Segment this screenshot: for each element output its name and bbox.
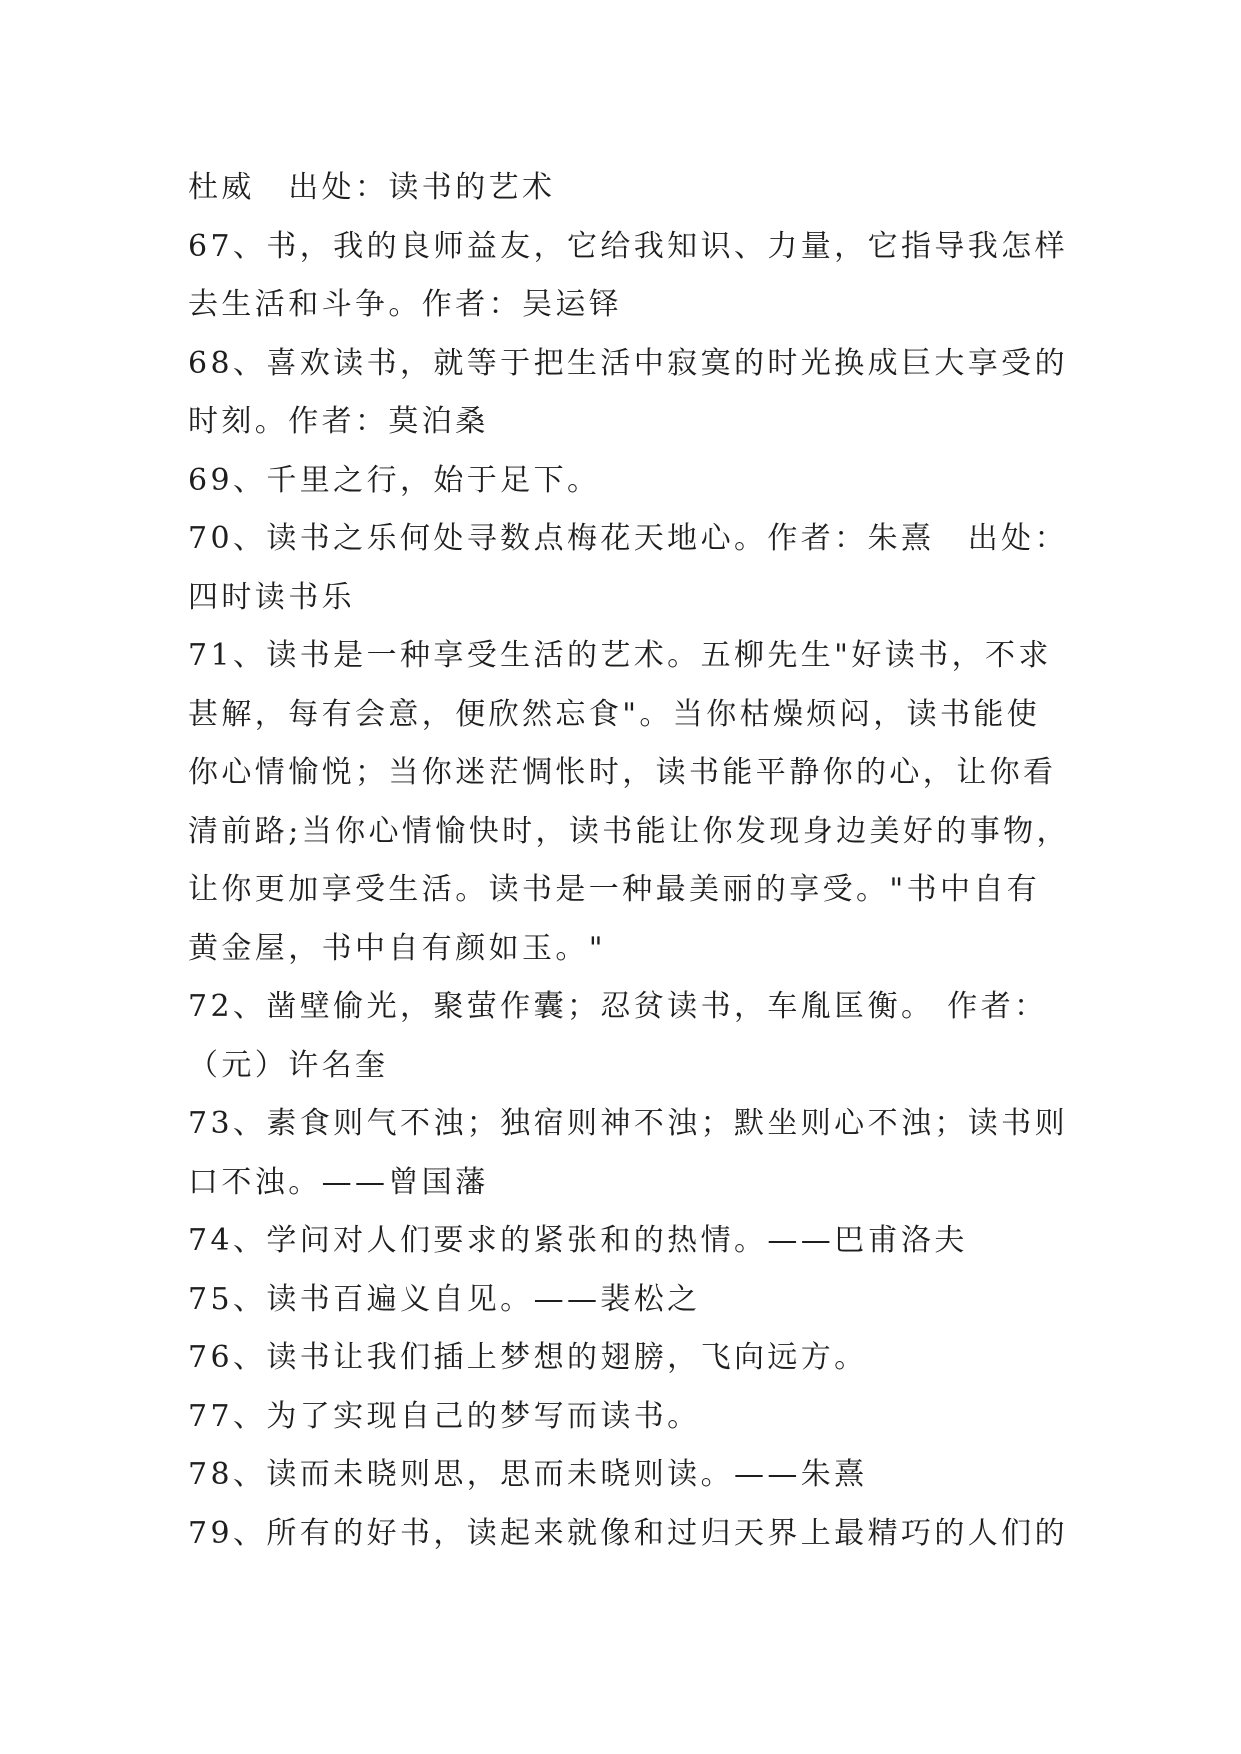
text-line-20: 75、读书百遍义自见。——裴松之 bbox=[188, 1281, 701, 1317]
text-line-4: 68、喜欢读书，就等于把生活中寂寞的时光换成巨大享受的 bbox=[188, 345, 1068, 381]
text-line-12: 清前路;当你心情愉快时，读书能让你发现身边美好的事物， bbox=[188, 813, 1070, 849]
text-line-8: 四时读书乐 bbox=[188, 579, 355, 615]
text-line-22: 77、为了实现自己的梦写而读书。 bbox=[188, 1398, 701, 1434]
document-body bbox=[188, 159, 1068, 1563]
text-line-21: 76、读书让我们插上梦想的翅膀，飞向远方。 bbox=[188, 1340, 868, 1375]
text-line-19: 74、学问对人们要求的紧张和的热情。——巴甫洛夫 bbox=[188, 1223, 968, 1258]
text-line-9: 71、读书是一种享受生活的艺术。五柳先生"好读书，不求 bbox=[188, 638, 1052, 673]
text-line-15: 72、凿壁偷光，聚萤作囊；忍贫读书，车胤匡衡。 作者： bbox=[188, 989, 1048, 1024]
text-line-10: 甚解，每有会意，便欣然忘食"。当你枯燥烦闷，读书能使 bbox=[188, 696, 1041, 732]
text-line-18: 口不浊。——曾国藩 bbox=[188, 1164, 489, 1200]
text-line-16: （元）许名奎 bbox=[188, 1047, 389, 1083]
text-line-11: 你心情愉悦；当你迷茫惆怅时，读书能平静你的心，让你看 bbox=[188, 755, 1057, 790]
text-line-24: 79、所有的好书，读起来就像和过归天界上最精巧的人们的 bbox=[188, 1515, 1068, 1551]
text-line-6: 69、千里之行，始于足下。 bbox=[188, 462, 601, 498]
text-line-14: 黄金屋，书中自有颜如玉。" bbox=[188, 930, 606, 966]
text-line-2: 67、书，我的良师益友，它给我知识、力量，它指导我怎样 bbox=[188, 228, 1068, 264]
text-line-7: 70、读书之乐何处寻数点梅花天地心。作者：朱熹 出处： bbox=[188, 521, 1068, 556]
text-line-17: 73、素食则气不浊；独宿则神不浊；默坐则心不浊；读书则 bbox=[188, 1106, 1068, 1141]
text-line-1: 杜威 出处：读书的艺术 bbox=[188, 170, 556, 205]
text-line-23: 78、读而未晓则思，思而未晓则读。——朱熹 bbox=[188, 1457, 868, 1492]
text-line-5: 时刻。作者：莫泊桑 bbox=[188, 404, 489, 439]
text-line-3: 去生活和斗争。作者：吴运铎 bbox=[188, 287, 623, 322]
text-line-13: 让你更加享受生活。读书是一种最美丽的享受。"书中自有 bbox=[188, 872, 1041, 907]
